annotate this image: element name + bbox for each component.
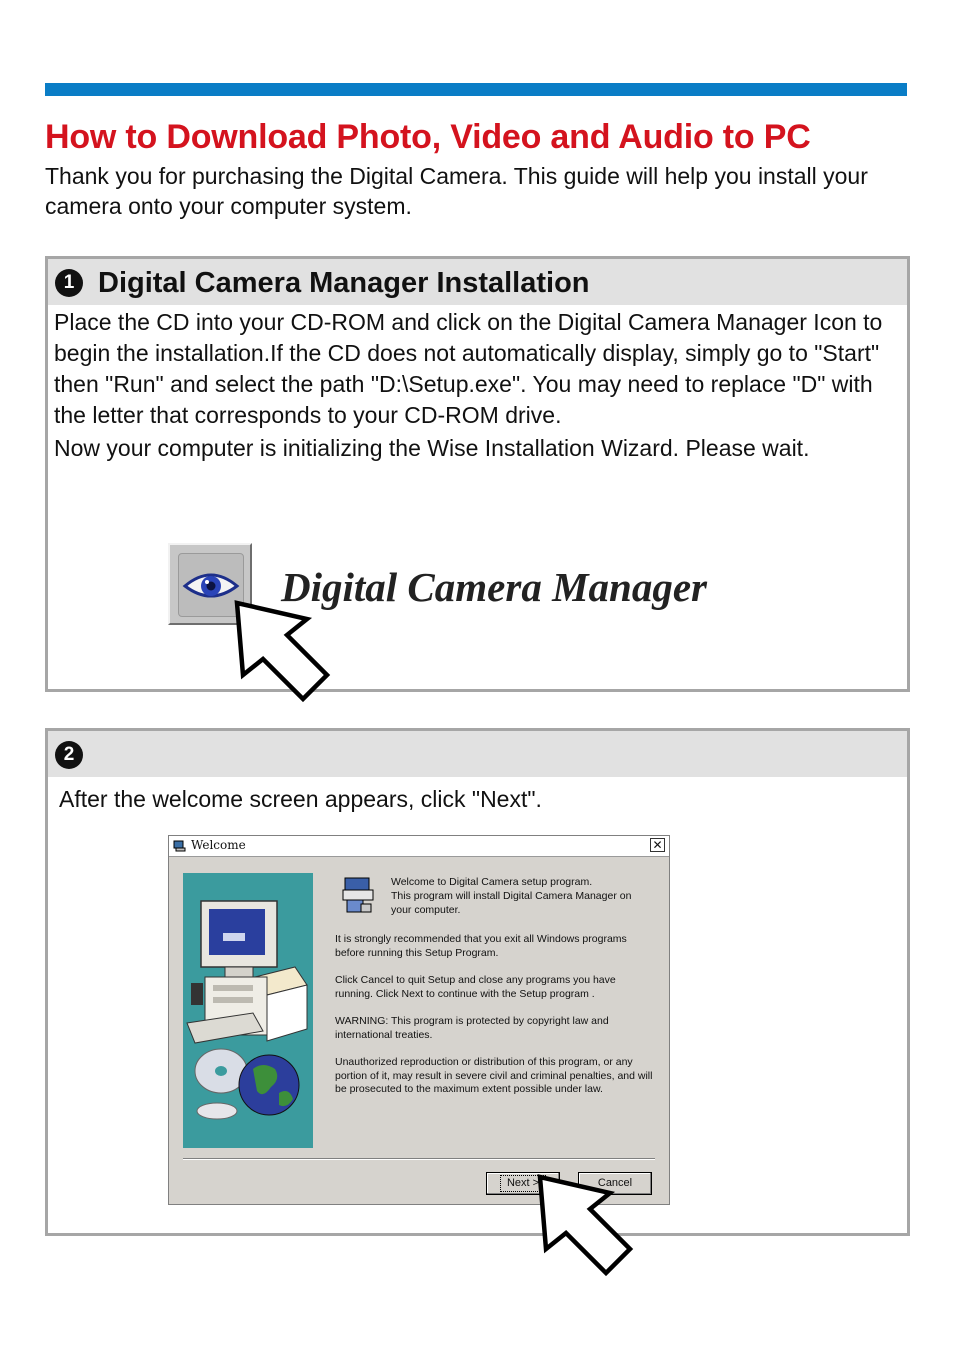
step1-wait-note: Now your computer is initializing the Wise Installation Wizard. Please wait. — [54, 435, 810, 461]
step2-instructions: After the welcome screen appears, click "Next". — [59, 786, 542, 812]
dialog-heading-line2: This program will install Digital Camera Manager on your computer. — [391, 890, 632, 916]
mouse-cursor-icon — [536, 1173, 636, 1277]
close-icon[interactable]: ✕ — [650, 838, 665, 852]
step2-header — [48, 731, 907, 777]
welcome-dialog — [168, 835, 670, 1205]
intro-text: Thank you for purchasing the Digital Camera. This guide will help you install your camera onto your computer system. — [45, 163, 868, 219]
installer-icon — [341, 876, 375, 914]
setup-illustration — [183, 873, 313, 1148]
step1-instructions: Place the CD into your CD-ROM and click on the Digital Camera Manager Icon to begin the installation.If the CD does not automatically display, simply go to "Start" then "Run" and select the path "D:\Setup.exe". You may need to replace "D" with the letter that corresponds to your CD-ROM drive. — [54, 309, 883, 428]
mouse-cursor-icon — [233, 599, 333, 703]
dialog-heading-line1: Welcome to Digital Camera setup program. — [391, 876, 593, 888]
dialog-separator — [183, 1158, 655, 1160]
step1-number-badge: 1 — [55, 269, 83, 297]
next-button-label: Next > — [500, 1175, 546, 1192]
step2-panel — [45, 728, 910, 1236]
computer-and-cd-illustration — [183, 873, 313, 1148]
page-title: How to Download Photo, Video and Audio to PC — [45, 118, 811, 156]
step1-panel — [45, 256, 910, 692]
setup-app-icon — [173, 839, 186, 852]
dialog-paragraph3: WARNING: This program is protected by copyright law and international treaties. — [335, 1015, 609, 1041]
dialog-titlebar — [169, 836, 669, 857]
dialog-paragraph4: Unauthorized reproduction or distribution of this program, or any portion of it, may result in severe civil and criminal penalties, and will be prosecuted to the maximum extent possible under law. — [335, 1056, 653, 1096]
app-name-label: Digital Camera Manager — [281, 564, 707, 610]
cancel-button[interactable]: Cancel — [578, 1172, 652, 1195]
step1-header — [48, 259, 907, 305]
dialog-paragraph2: Click Cancel to quit Setup and close any programs you have running. Click Next to continue with the Setup program . — [335, 974, 616, 1000]
dialog-paragraph1: It is strongly recommended that you exit all Windows programs before running this Setup Program. — [335, 933, 627, 959]
top-accent-bar — [45, 83, 907, 96]
step2-number-badge: 2 — [55, 741, 83, 769]
dialog-title: Welcome — [191, 838, 246, 852]
step1-title: Digital Camera Manager Installation — [98, 267, 590, 299]
